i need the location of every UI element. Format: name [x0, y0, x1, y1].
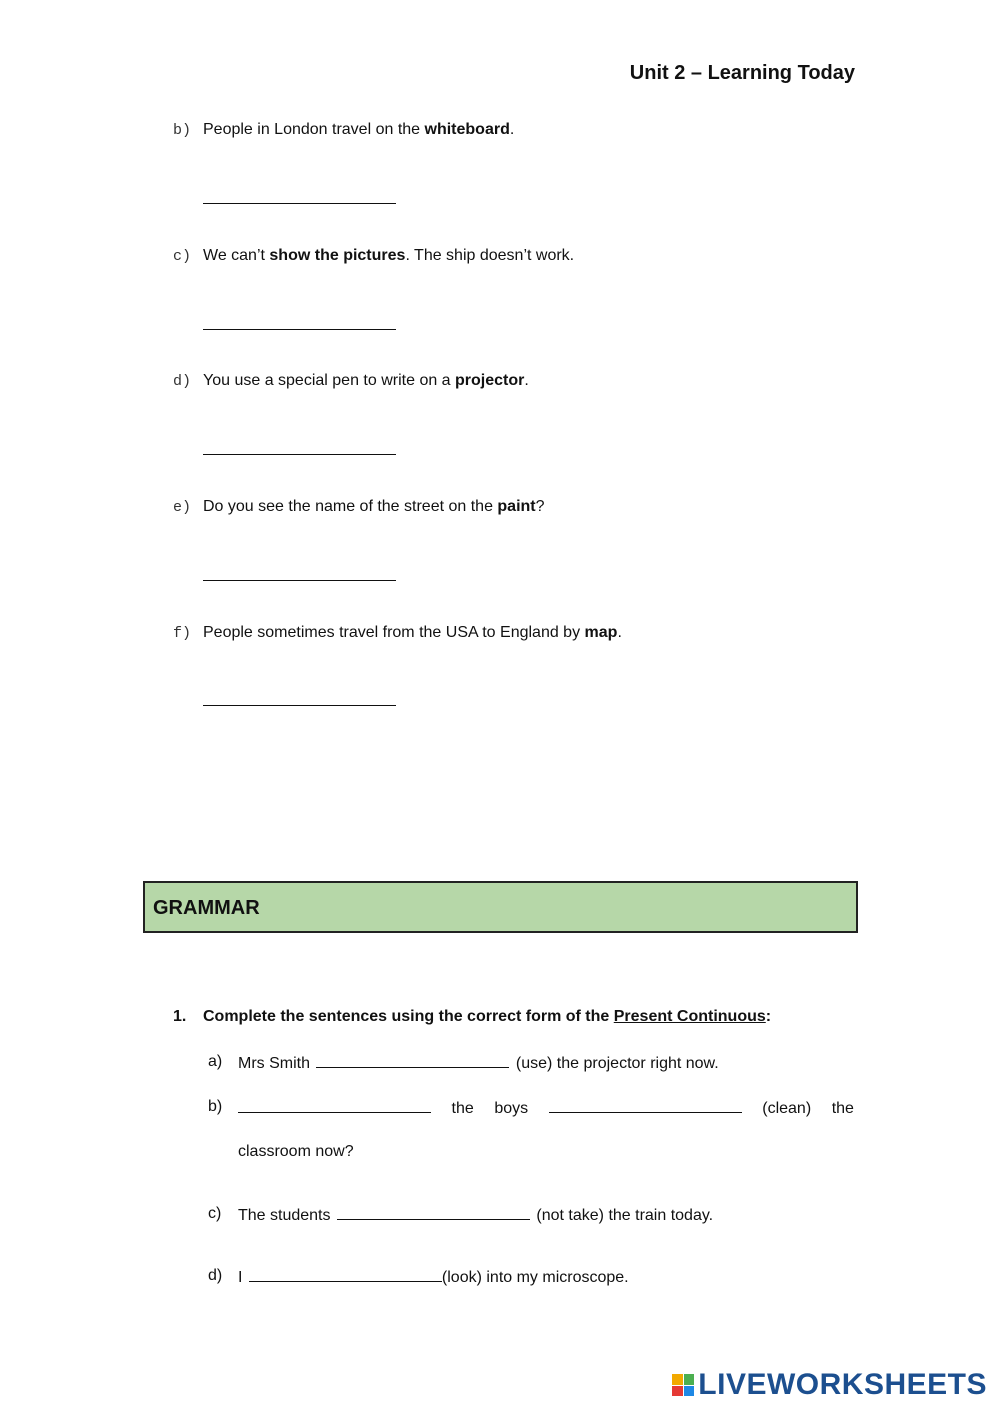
grammar-item-letter: a) [208, 1053, 223, 1070]
question-text [203, 247, 574, 265]
question-text-end: . [617, 624, 622, 641]
answer-line[interactable] [203, 580, 396, 581]
grammar-item-letter: d) [208, 1267, 223, 1284]
grammar-section-header [143, 881, 858, 933]
task-instruction [203, 1008, 771, 1026]
question-text-end: . The ship doesn’t work. [405, 247, 575, 264]
question-keyword: paint [497, 498, 536, 515]
liveworksheets-logo[interactable] [672, 1368, 987, 1402]
question-letter: b) [173, 122, 192, 139]
task-number: 1. [173, 1008, 187, 1025]
question-keyword: show the pictures [269, 247, 406, 264]
sentence-end: (not take) the train today. [536, 1207, 714, 1224]
grammar-item-c [238, 1205, 713, 1225]
answer-blank[interactable] [249, 1267, 442, 1282]
question-text-plain: Do you see the name of the street on the [203, 498, 498, 515]
question-letter: e) [173, 499, 192, 516]
question-keyword: whiteboard [424, 121, 510, 138]
question-text [203, 121, 514, 139]
logo-text: LIVEWORKSHEETS [698, 1368, 987, 1401]
question-text [203, 498, 545, 516]
question-text-end: . [524, 372, 529, 389]
question-text-plain: People sometimes travel from the USA to England by [203, 624, 585, 641]
question-text [203, 624, 622, 642]
instruction-text: Complete the sentences using the correct form of the [203, 1008, 614, 1025]
sentence-start: The students [238, 1207, 331, 1224]
logo-grid-icon [672, 1374, 694, 1396]
sentence-start: I [238, 1269, 243, 1286]
question-letter: d) [173, 373, 192, 390]
answer-line[interactable] [203, 203, 396, 204]
answer-blank[interactable] [337, 1205, 530, 1220]
sentence-word: the [451, 1100, 474, 1117]
sentence-word: the [831, 1100, 854, 1117]
answer-line[interactable] [203, 454, 396, 455]
sentence-word: boys [494, 1100, 529, 1117]
sentence-start: Mrs Smith [238, 1055, 310, 1072]
question-letter: f) [173, 625, 192, 642]
grammar-item-letter: c) [208, 1205, 222, 1222]
answer-line[interactable] [203, 705, 396, 706]
answer-blank[interactable] [549, 1098, 742, 1113]
sentence-word: (clean) [762, 1100, 812, 1117]
sentence-end: (look) into my microscope. [441, 1269, 629, 1286]
answer-blank[interactable] [316, 1053, 509, 1068]
grammar-item-b-continuation: classroom now? [238, 1143, 354, 1160]
question-text-end: ? [535, 498, 545, 515]
question-text-plain: You use a special pen to write on a [203, 372, 456, 389]
question-text-plain: We can’t [203, 247, 270, 264]
instruction-colon: : [765, 1008, 772, 1025]
question-text-plain: People in London travel on the [203, 121, 425, 138]
answer-line[interactable] [203, 329, 396, 330]
grammar-item-d [238, 1267, 629, 1287]
answer-blank[interactable] [238, 1098, 431, 1113]
question-keyword: map [584, 624, 618, 641]
grammar-item-letter: b) [208, 1098, 223, 1115]
page-title: Unit 2 – Learning Today [629, 62, 855, 84]
question-text [203, 372, 529, 390]
instruction-tense: Present Continuous [613, 1008, 766, 1025]
question-text-end: . [509, 121, 515, 138]
question-keyword: projector [455, 372, 525, 389]
grammar-item-b [238, 1098, 854, 1118]
section-title: GRAMMAR [153, 897, 260, 919]
question-letter: c) [173, 248, 192, 265]
grammar-item-a [238, 1053, 719, 1073]
sentence-end: (use) the projector right now. [515, 1055, 719, 1072]
